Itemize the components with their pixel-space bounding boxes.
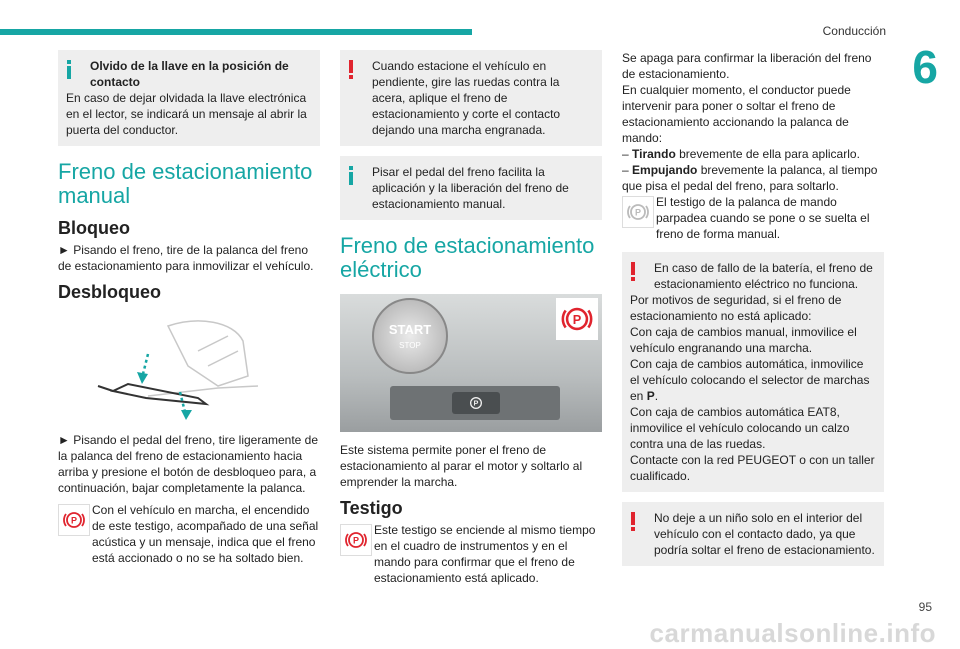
svg-text:P: P: [634, 207, 642, 218]
warning-icon: [628, 512, 638, 530]
column-3: [622, 50, 884, 576]
chapter-number: 6: [912, 41, 938, 93]
lamp-row-electric: [340, 522, 602, 586]
system-text: Este sistema permite poner el freno de estacionamiento al parar el motor y soltarlo al emprender la marcha.: [340, 443, 583, 489]
info-icon: [346, 166, 356, 184]
warning-box-child: [622, 502, 884, 566]
unlock-text: ► Pisando el pedal del freno, tire ligeramente de la palanca del freno de estacionamiento hacia arriba y presione el botón de desbloqueo para, a continuación, bajar completamente la palanca.: [58, 433, 319, 495]
info-text: Pisar el pedal del freno facilita la aplicación y la liberación del freno de estacionamiento manual.: [372, 165, 569, 211]
section-label: Conducción: [822, 24, 886, 38]
lamp-row-lever: [622, 194, 884, 242]
parking-brake-warning-icon: [340, 524, 372, 556]
driver-text: En cualquier momento, el conductor puede intervenir para poner o soltar el freno de estacionamiento accionando la palanca de mando:: [622, 83, 851, 145]
warning-icon: [628, 262, 638, 280]
lamp-text: Con el vehículo en marcha, el encendido de este testigo, acompañado de una señal acústica y un mensaje, indica que el freno está accionado o no se ha soltado bien.: [92, 503, 319, 565]
info-icon: [64, 60, 74, 78]
brake-lever-illustration: [58, 306, 320, 424]
stop-label: STOP: [399, 341, 421, 350]
svg-text:P: P: [352, 535, 360, 546]
info-box-key: [58, 50, 320, 146]
start-label: START: [388, 322, 432, 337]
start-stop-button: [372, 298, 448, 374]
lamp-text: Este testigo se enciende al mismo tiempo en el cuadro de instrumentos y en el mando para confirmar que el freno de estacionamiento está aplicado.: [374, 523, 596, 585]
warning-text-e: Con caja de cambios automática EAT8, inmovilice el vehículo colocando un calzo contra una de las ruedas.: [630, 405, 850, 451]
heading-lock: Bloqueo: [58, 218, 130, 238]
push-item: – Empujando brevemente la palanca, al tiempo que pisa el pedal del freno, para soltarlo.: [622, 163, 878, 193]
heading-unlock: Desbloqueo: [58, 282, 162, 302]
warning-text-b: Por motivos de seguridad, si el freno de estacionamiento no está aplicado:: [630, 293, 842, 323]
warning-box-slope: [340, 50, 602, 146]
column-2: [340, 50, 602, 590]
parking-brake-warning-icon: [58, 504, 90, 536]
parking-brake-warning-icon: [556, 298, 598, 340]
electric-brake-photo: [340, 294, 602, 432]
lamp-row-manual: [58, 502, 320, 566]
heading-lamp: Testigo: [340, 498, 403, 518]
lamp-text: El testigo de la palanca de mando parpadea cuando se pone o se suelta el freno de forma manual.: [656, 195, 870, 241]
warning-text-a: En caso de fallo de la batería, el freno de estacionamiento eléctrico no funciona.: [654, 261, 873, 291]
watermark: carmanualsonline.info: [649, 618, 936, 648]
console-panel: [390, 386, 560, 420]
warning-icon: [346, 60, 356, 78]
info-title: Olvido de la llave en la posición de contacto: [90, 59, 289, 89]
lock-text: ► Pisando el freno, tire de la palanca del freno de estacionamiento para inmovilizar el vehículo.: [58, 243, 314, 273]
lever-lamp-icon: [622, 196, 654, 228]
warning-text-f: Contacte con la red PEUGEOT o con un taller cualificado.: [630, 453, 875, 483]
svg-text:P: P: [70, 515, 78, 526]
svg-text:P: P: [572, 311, 582, 327]
warning-text-d: Con caja de cambios automática, inmovilice el vehículo colocando el selector de marchas en P.: [630, 357, 870, 403]
release-text: Se apaga para confirmar la liberación del freno de estacionamiento.: [622, 51, 872, 81]
heading-electric-brake: Freno de estacionamiento eléctrico: [340, 233, 595, 282]
page-number: 95: [918, 600, 932, 614]
pull-item: – Tirando brevemente de ella para aplicarlo.: [622, 147, 860, 161]
warning-text: No deje a un niño solo en el interior del vehículo con el contacto dado, ya que podría soltar el freno de estacionamiento.: [654, 511, 875, 557]
warning-text-c: Con caja de cambios manual, inmovilice el vehículo engranando una marcha.: [630, 325, 857, 355]
warning-box-battery: [622, 252, 884, 492]
info-text: En caso de dejar olvidada la llave electrónica en el lector, se indicará un mensaje al abrir la puerta del conductor.: [66, 91, 307, 137]
info-box-pedal: [340, 156, 602, 220]
header-accent-bar: [0, 29, 472, 35]
column-1: [58, 50, 320, 570]
heading-manual-brake: Freno de estacionamiento manual: [58, 159, 313, 208]
brake-switch: [452, 392, 500, 414]
warning-text: Cuando estacione el vehículo en pendiente, gire las ruedas contra la acera, aplique el freno de estacionamiento y corte el contacto dejando una marcha engranada.: [372, 59, 561, 137]
svg-text:P: P: [473, 398, 479, 408]
